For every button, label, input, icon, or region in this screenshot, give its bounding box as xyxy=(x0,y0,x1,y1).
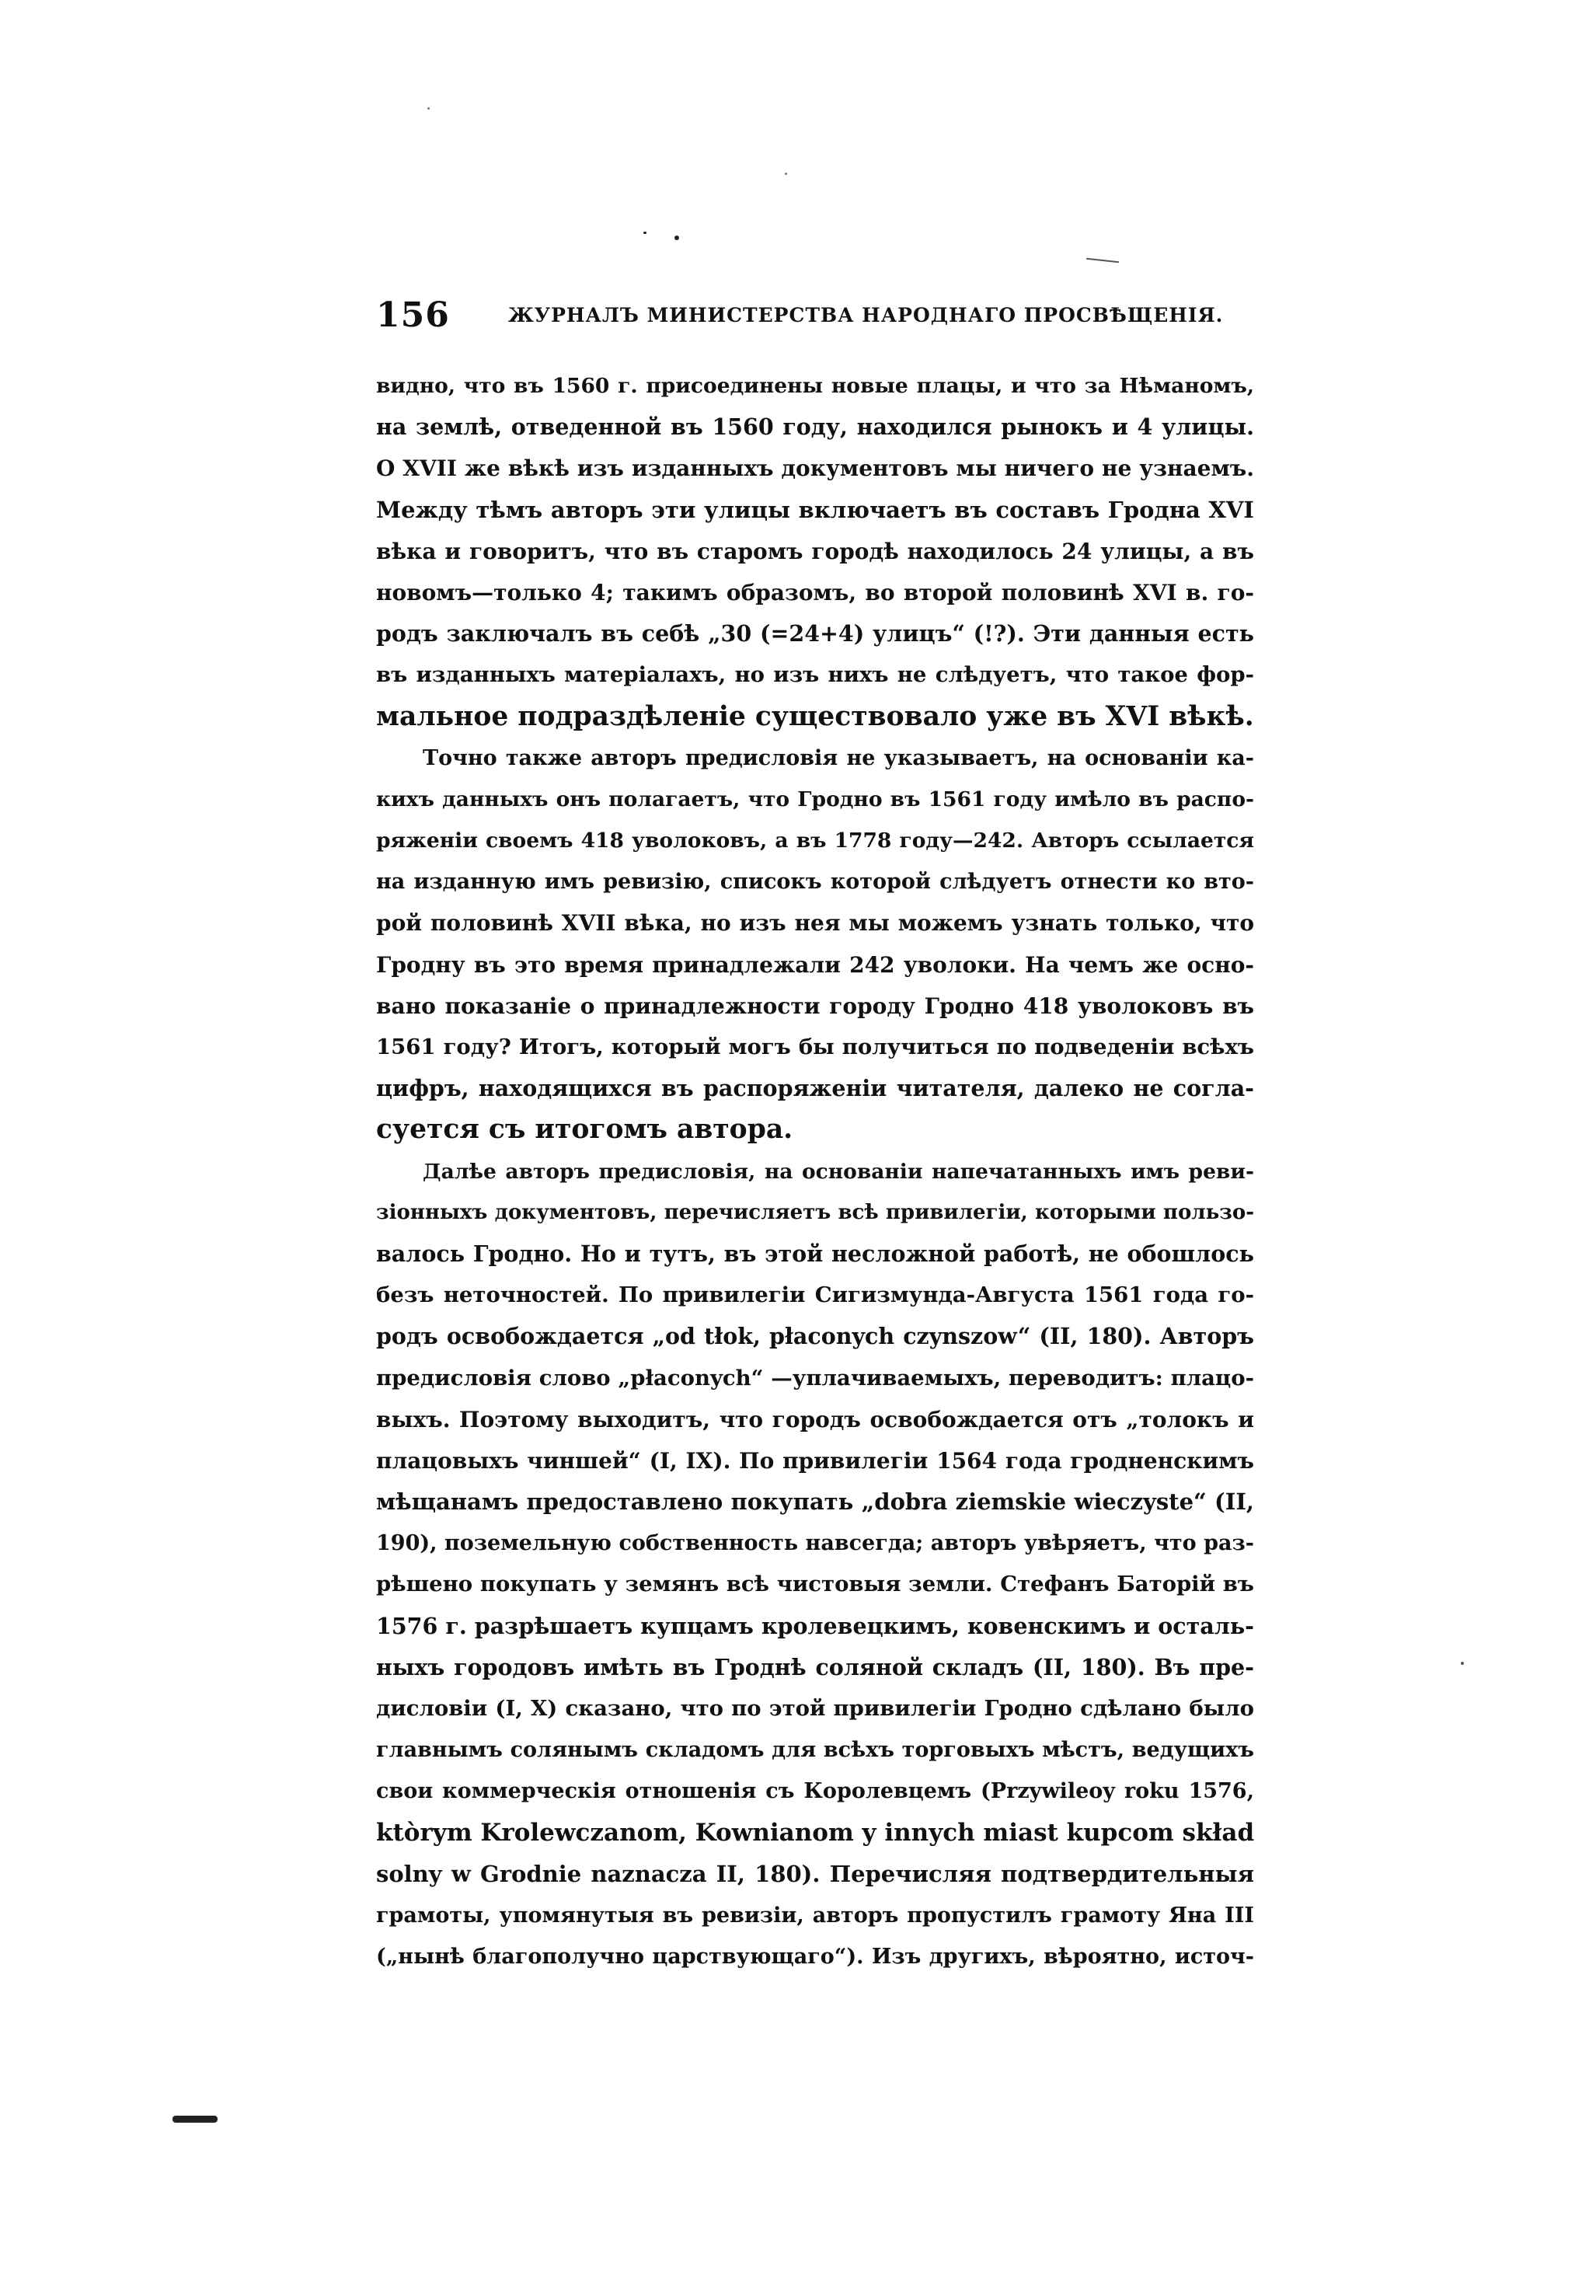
text-line: валось Гродно. Но и тутъ, въ этой несложной работѣ, не обошлось xyxy=(376,1240,1254,1267)
text-line: безъ неточностей. По привилегіи Сигизмунда-Августа 1561 года го- xyxy=(376,1282,1254,1308)
text-line: суется съ итогомъ автора. xyxy=(376,1114,793,1146)
body-text xyxy=(376,365,1254,1977)
text-line: родъ освобождается „od tłok, płaconych czynszow“ (II, 180). Авторъ xyxy=(376,1323,1254,1350)
text-line: вано показаніе о принадлежности городу Гродно 418 уволоковъ въ xyxy=(376,993,1254,1019)
text-line: рѣшено покупать у земянъ всѣ чистовыя земли. Стефанъ Баторій въ xyxy=(376,1572,1254,1597)
text-line: грамоты, упомянутыя въ ревизіи, авторъ пропустилъ грамоту Яна III xyxy=(376,1903,1254,1928)
text-line: предисловія слово „płaconych“ —уплачиваемыхъ, переводитъ: плацо- xyxy=(376,1365,1254,1391)
text-line: видно, что въ 1560 г. присоединены новые плацы, и что за Нѣманомъ, xyxy=(376,374,1254,398)
text-line: 190), поземельную собственность навсегда; авторъ увѣряетъ, что раз- xyxy=(376,1531,1254,1556)
text-line: на землѣ, отведенной въ 1560 году, находился рынокъ и 4 улицы. xyxy=(376,413,1254,441)
text-line: кихъ данныхъ онъ полагаетъ, что Гродно въ 1561 году имѣло въ распо- xyxy=(376,787,1254,811)
text-line: ныхъ городовъ имѣть въ Гроднѣ соляной складъ (II, 180). Въ пре- xyxy=(376,1653,1254,1680)
text-line: новомъ—только 4; такимъ образомъ, во второй половинѣ XVI в. го- xyxy=(376,579,1254,605)
text-line: плацовыхъ чиншей“ (I, IX). По привилегіи 1564 года гродненскимъ xyxy=(376,1447,1254,1474)
text-line: вѣка и говоритъ, что въ старомъ городѣ находилось 24 улицы, а въ xyxy=(376,538,1254,564)
running-title: ЖУРНАЛЪ МИНИСТЕРСТВА НАРОДНАГО ПРОСВѢЩЕНІЯ. xyxy=(508,304,1224,326)
text-line: цифръ, находящихся въ распоряженіи читателя, далеко не согла- xyxy=(376,1075,1254,1102)
text-line: ktòrym Krolewczanom, Kownianom y innych miast kupcom skład xyxy=(376,1818,1254,1847)
text-line: О XVII же вѣкѣ изъ изданныхъ документовъ мы ничего не узнаемъ. xyxy=(376,455,1254,482)
text-line: мальное подраздѣленіе существовало уже въ XVI вѣкѣ. xyxy=(376,700,1254,732)
page-number: 156 xyxy=(376,295,450,335)
scan-speck xyxy=(427,107,430,110)
text-line: Точно также авторъ предисловія не указываетъ, на основаніи ка- xyxy=(423,745,1254,770)
text-line: 1561 году? Итогъ, который могъ бы получиться по подведеніи всѣхъ xyxy=(376,1035,1254,1059)
scan-speck xyxy=(1461,1662,1464,1665)
text-line: въ изданныхъ матеріалахъ, но изъ нихъ не слѣдуетъ, что такое фор- xyxy=(376,662,1254,688)
text-line: Между тѣмъ авторъ эти улицы включаетъ въ составъ Гродна XVI xyxy=(376,496,1254,523)
text-line: solny w Grodnie naznacza II, 180). Перечисляя подтвердительныя xyxy=(376,1860,1254,1887)
text-line: Гродну въ это время принадлежали 242 уволоки. На чемъ же осно- xyxy=(376,951,1254,978)
text-line: на изданную имъ ревизію, списокъ которой слѣдуетъ отнести ко вто- xyxy=(376,870,1254,895)
text-line: дисловіи (I, X) сказано, что по этой привилегіи Гродно сдѣлано было xyxy=(376,1696,1254,1721)
text-line: выхъ. Поэтому выходитъ, что городъ освобождается отъ „толокъ и xyxy=(376,1406,1254,1432)
text-line: зіонныхъ документовъ, перечисляетъ всѣ привилегіи, которыми пользо- xyxy=(376,1200,1254,1224)
scan-mark xyxy=(172,2116,218,2123)
text-line: ряженіи своемъ 418 уволоковъ, а въ 1778 году—242. Авторъ ссылается xyxy=(376,829,1254,853)
text-line: мѣщанамъ предоставлено покупать „dobra ziemskie wieczyste“ (II, xyxy=(376,1488,1254,1516)
scan-speck xyxy=(643,232,646,234)
scan-mark xyxy=(1086,258,1119,263)
text-line: главнымъ солянымъ складомъ для всѣхъ торговыхъ мѣстъ, ведущихъ xyxy=(376,1738,1254,1763)
text-line: рой половинѣ XVII вѣка, но изъ нея мы можемъ узнать только, что xyxy=(376,910,1254,937)
scan-speck xyxy=(674,236,679,240)
text-line: 1576 г. разрѣшаетъ купцамъ кролевецкимъ, ковенскимъ и осталь- xyxy=(376,1612,1254,1639)
scan-speck xyxy=(785,173,787,175)
text-line: („нынѣ благополучно царствующаго“). Изъ другихъ, вѣроятно, источ- xyxy=(376,1945,1254,1970)
text-line: свои коммерческія отношенія съ Королевцемъ (Przywileoy roku 1576, xyxy=(376,1779,1254,1804)
text-line: родъ заключалъ въ себѣ „30 (=24+4) улицъ“ (!?). Эти данныя есть xyxy=(376,620,1254,647)
page-header xyxy=(376,292,1254,339)
text-line: Далѣе авторъ предисловія, на основаніи напечатанныхъ имъ реви- xyxy=(423,1159,1254,1184)
